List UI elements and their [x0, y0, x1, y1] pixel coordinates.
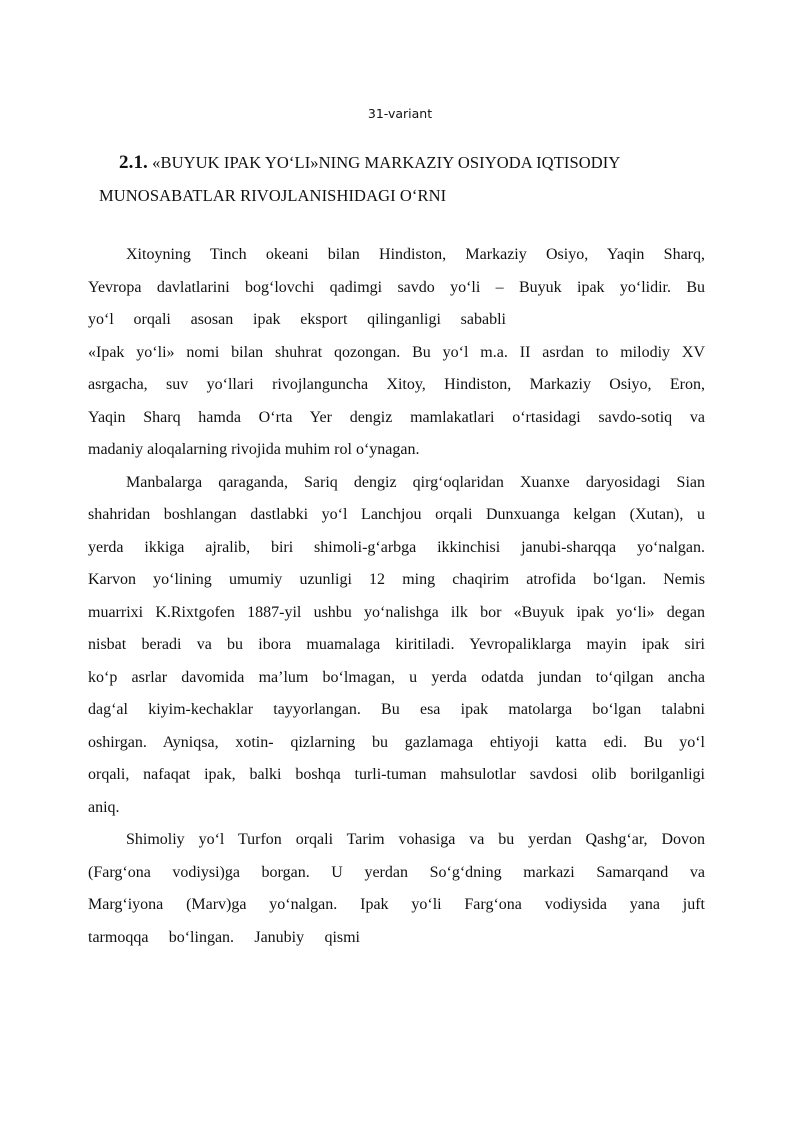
text-line: Yaqin Sharq hamda O‘rta Yer dengiz mamlakatlari o‘rtasidagi savdo-sotiq va	[88, 408, 705, 426]
section-number: 2.1.	[119, 152, 148, 173]
text-line: ko‘p asrlar davomida ma’lum bo‘lmagan, u yerda odatda jundan to‘qilgan ancha	[88, 668, 705, 686]
text-line: Xitoyning Tinch okeani bilan Hindiston, Markaziy Osiyo, Yaqin Sharq,	[126, 246, 705, 263]
section-title-line-2: MUNOSABATLAR RIVOJLANISHIDAGI O‘RNI	[99, 186, 447, 205]
text-line: Manbalarga qaraganda, Sariq dengiz qirg‘oqlaridan Xuanxe daryosidagi Sian	[126, 473, 705, 491]
text-line: Yevropa davlatlarini bog‘lovchi qadimgi savdo yo‘li – Buyuk ipak yo‘lidir. Bu	[88, 278, 705, 296]
page-header: 31-variant	[367, 106, 433, 121]
text-line: asrgacha, suv yo‘llari rivojlanguncha Xitoy, Hindiston, Markaziy Osiyo, Eron,	[88, 376, 705, 393]
text-line: yerda ikkiga ajralib, biri shimoli-g‘arbga ikkinchisi janubi-sharqqa yo‘nalgan.	[88, 538, 705, 556]
text-line: nisbat beradi va bu ibora muamalaga kiritiladi. Yevropaliklarga mayin ipak siri	[88, 636, 705, 653]
text-line: dag‘al kiyim-kechaklar tayyorlangan. Bu esa ipak matolarga bo‘lgan talabni	[88, 701, 705, 718]
section-title	[96, 146, 736, 212]
text-line: yo‘l orqali asosan ipak eksport qilinganligi sababli	[88, 311, 506, 328]
paragraph-3	[88, 824, 705, 954]
paragraph-1	[88, 239, 705, 467]
section-title-text-1: «BUYUK IPAK YO‘LI»NING MARKAZIY OSIYODA IQTISODIY	[152, 153, 621, 172]
paragraph-2	[88, 467, 705, 825]
text-line: tarmoqqa bo‘lingan. Janubiy qismi	[88, 928, 360, 946]
text-line: aniq.	[88, 798, 120, 816]
text-line: Marg‘iyona (Marv)ga yo‘nalgan. Ipak yo‘li Farg‘ona vodiysida yana juft	[88, 896, 705, 913]
text-line: shahridan boshlangan dastlabki yo‘l Lanchjou orqali Dunxuanga kelgan (Xutan), u	[88, 506, 705, 523]
body-text	[88, 239, 705, 954]
text-line: oshirgan. Ayniqsa, xotin- qizlarning bu gazlamaga ehtiyoji katta edi. Bu yo‘l	[88, 733, 705, 751]
text-line: orqali, nafaqat ipak, balki boshqa turli-tuman mahsulotlar savdosi olib borilganligi	[88, 766, 705, 783]
text-line: Shimoliy yo‘l Turfon orqali Tarim vohasiga va bu yerdan Qashg‘ar, Dovon	[126, 831, 705, 848]
text-line: «Ipak yo‘li» nomi bilan shuhrat qozongan. Bu yo‘l m.a. II asrdan to milodiy XV	[88, 343, 705, 361]
text-line: (Farg‘ona vodiysi)ga borgan. U yerdan So‘g‘dning markazi Samarqand va	[88, 863, 705, 881]
text-line: muarrixi K.Rixtgofen 1887-yil ushbu yo‘nalishga ilk bor «Buyuk ipak yo‘li» degan	[88, 603, 705, 621]
section-title-line-1	[96, 146, 736, 179]
text-line: madaniy aloqalarning rivojida muhim rol o‘ynagan.	[88, 441, 420, 458]
text-line: Karvon yo‘lining umumiy uzunligi 12 ming chaqirim atrofida bo‘lgan. Nemis	[88, 571, 705, 588]
